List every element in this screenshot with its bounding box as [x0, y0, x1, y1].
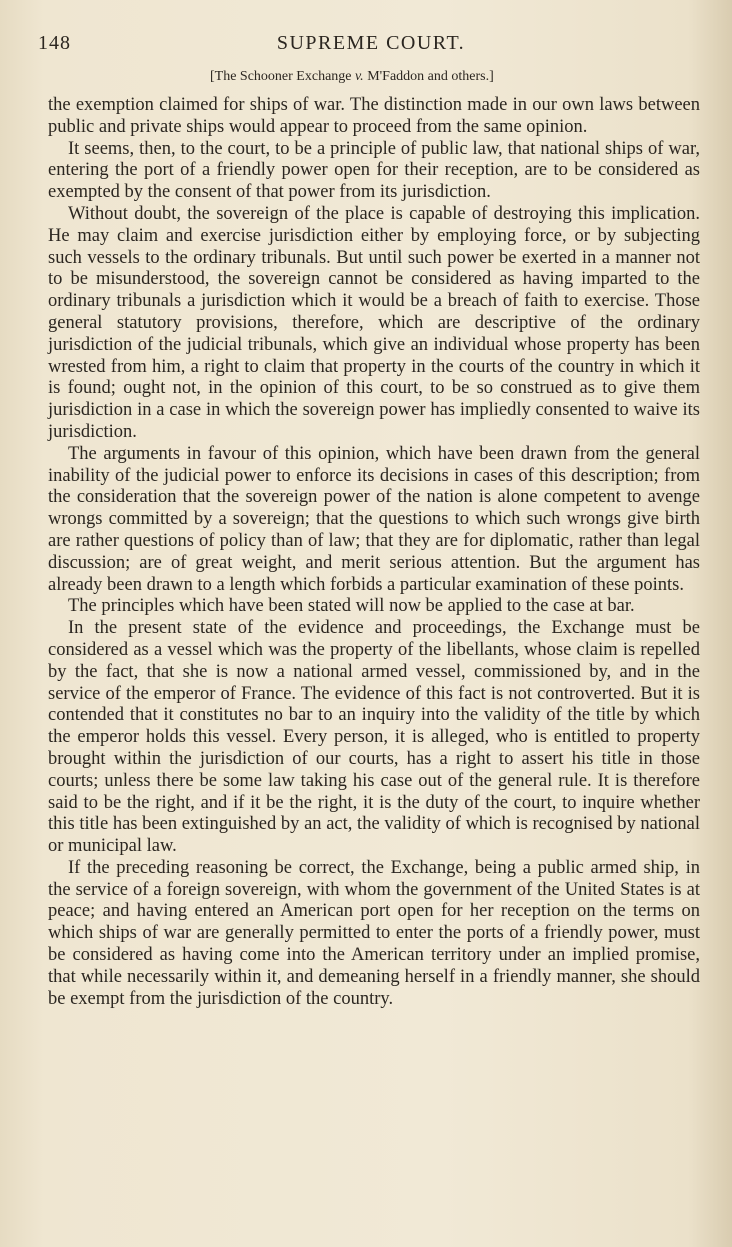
case-caption-first-party: [The Schooner Exchange: [210, 69, 355, 84]
case-caption-versus: v.: [355, 69, 364, 84]
page-number: 148: [38, 32, 71, 54]
case-caption: [210, 69, 570, 85]
paragraph-public-law: It seems, then, to the court, to be a principle of public law, that national ships of war, entering the port of a friendly power open for their reception, are to be considered as exempted by the consent of that power from its jurisdiction.: [48, 138, 700, 203]
paragraph-sovereign-implication: Without doubt, the sovereign of the place is capable of destroying this implication. He may claim and exercise jurisdiction either by employing force, or by subjecting such vessels to the ordinary tribunals. But until such power be exerted in a manner not to be misunderstood, the sovereign cannot be considered as having imparted to the ordinary tribunals a jurisdiction which it would be a breach of faith to exercise. Those general statutory provisions, therefore, which are descriptive of the ordinary jurisdiction of the judicial tribunals, which give an individual whose property has been wrested from him, a right to claim that property in the courts of the country in which it is found; ought not, in the opinion of this court, to be so construed as to give them jurisdiction in a case in which the sovereign power has impliedly consented to waive its jurisdiction.: [48, 203, 700, 442]
case-caption-second-party: M'Faddon and others.]: [363, 69, 494, 84]
running-title: SUPREME COURT.: [276, 32, 466, 54]
paragraph-evidence: In the present state of the evidence and proceedings, the Exchange must be considered as a vessel which was the property of the libellants, whose claim is repelled by the fact, that she is now a national armed vessel, commissioned by, and in the service of the emperor of France. The evidence of this fact is not controverted. But it is contended that it constitutes no bar to an inquiry into the validity of the title by which the emperor holds this vessel. Every person, it is alleged, who is entitled to property brought within the jurisdiction of our courts, has a right to assert his title in those courts; unless there be some law taking his case out of the general rule. It is therefore said to be the right, and if it be the right, it is the duty of the court, to inquire whether this title has been extinguished by an act, the validity of which is recognised by national or municipal law.: [48, 618, 700, 857]
body-text: [48, 95, 700, 1010]
paragraph-continued: the exemption claimed for ships of war. The distinction made in our own laws between public and private ships would appear to proceed from the same opinion.: [48, 95, 700, 137]
paragraph-case-at-bar: The principles which have been stated will now be applied to the case at bar.: [68, 596, 635, 617]
running-head: [38, 32, 704, 60]
paragraph-conclusion: If the preceding reasoning be correct, the Exchange, being a public armed ship, in the service of a foreign sovereign, with whom the government of the United States is at peace; and having entered an American port open for her reception on the terms on which ships of war are generally permitted to enter the ports of a friendly power, must be considered as having come into the American territory under an implied promise, that while necessarily within it, and demeaning herself in a friendly manner, she should be exempt from the jurisdiction of the country.: [48, 857, 700, 1009]
paragraph-arguments: The arguments in favour of this opinion, which have been drawn from the general inability of the judicial power to enforce its decisions in cases of this description; from the consideration that the sovereign power of the nation is alone competent to avenge wrongs committed by a sovereign; that the questions to which such wrongs give birth are rather questions of policy than of law; that they are for diplomatic, rather than legal discussion; are of great weight, and merit serious attention. But the argument has already been drawn to a length which forbids a particular examination of these points.: [48, 443, 700, 595]
